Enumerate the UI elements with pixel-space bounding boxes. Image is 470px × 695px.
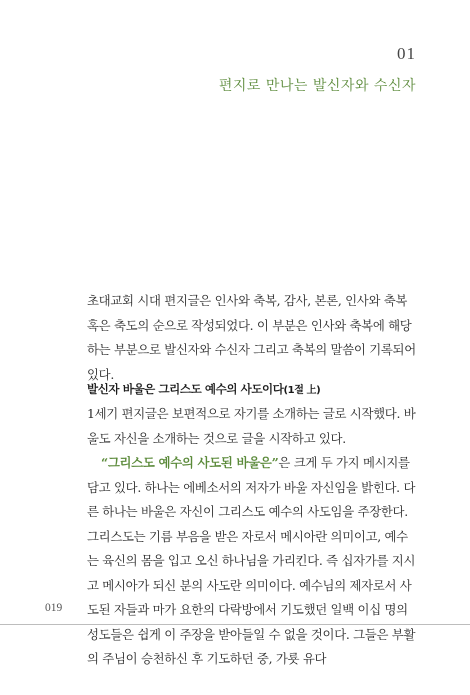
section-heading-text: 발신자 바울은 그리스도 예수의 사도이다 [87, 382, 284, 396]
body-paragraph-2 [87, 451, 417, 672]
page-number: 019 [45, 602, 63, 614]
chapter-number: 01 [397, 44, 416, 63]
intro-paragraph: 초대교회 시대 편지글은 인사와 축복, 감사, 본론, 인사와 축복 혹은 축도의 순으로 작성되었다. 이 부분은 인사와 축복에 해당하는 부분으로 발신자와 수신자 그리고 축복의 말씀이 기록되어 있다. [87, 293, 416, 382]
section-heading [87, 381, 320, 397]
body-text [87, 402, 417, 672]
intro-section [87, 289, 417, 387]
bottom-divider [0, 624, 470, 625]
highlighted-quote: “그리스도 예수의 사도된 바울은” [101, 455, 279, 470]
body-paragraph-1: 1세기 편지글은 보편적으로 자기를 소개하는 글로 시작했다. 바울도 자신을 소개하는 것으로 글을 시작하고 있다. [87, 406, 416, 446]
section-citation: (1절 上) [283, 385, 321, 396]
chapter-title: 편지로 만나는 발신자와 수신자 [218, 78, 416, 94]
body-paragraph-2-text: 은 크게 두 가지 메시지를 담고 있다. 하나는 에베소서의 저자가 바울 자신임을 밝힌다. 다른 하나는 바울은 자신이 그리스도 예수의 사도임을 주장한다. 그리스도는 기름 부음을 받은 자로서 메시아란 의미이고, 예수는 육신의 몸을 입고 오신 하나님을 가리킨다. 즉 십자가를 지시고 메시아가 되신 분의 사도란 의미이다. 예수님의 제자로서 사도된 자들과 마가 요한의 다락방에서 기도했던 일백 이십 명의 성도들은 쉽게 이 주장을 받아들일 수 없을 것이다. 그들은 부활의 주님이 승천하신 후 기도하던 중, 가룟 유다 [87, 455, 416, 666]
